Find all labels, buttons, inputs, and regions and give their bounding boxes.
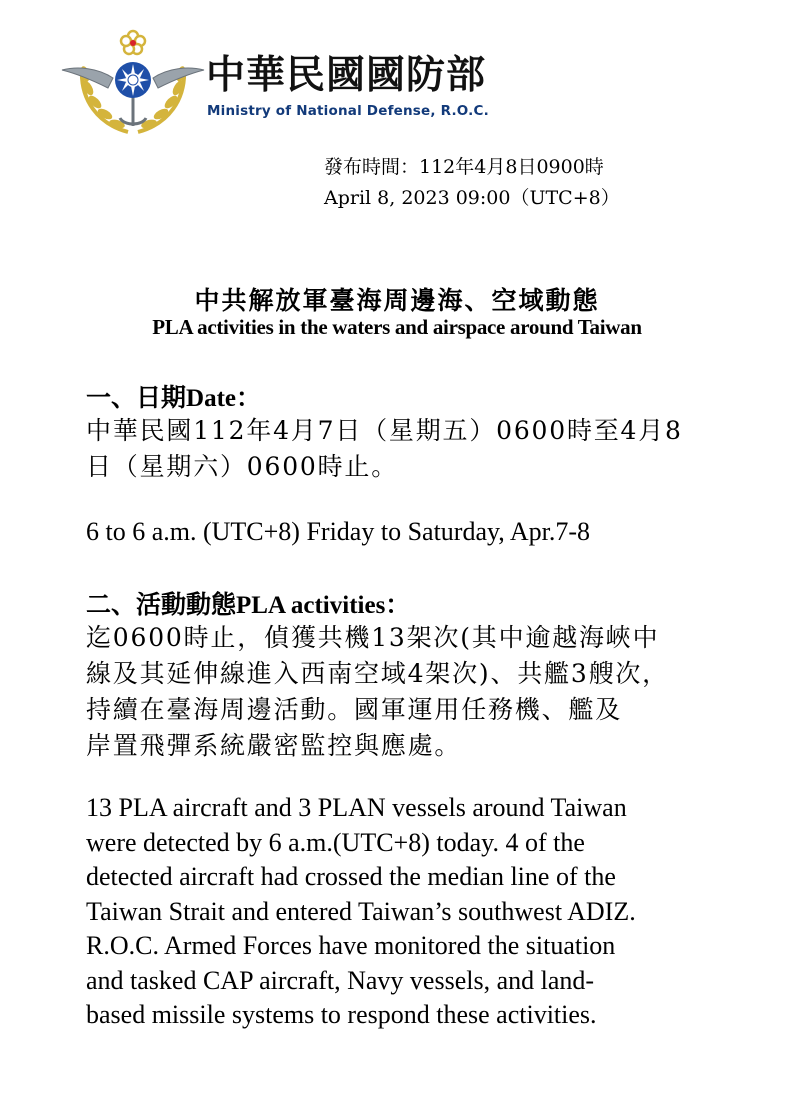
section-activities-en-line: R.O.C. Armed Forces have monitored the situation: [86, 931, 616, 960]
section-activities-heading-zh: 二、活動動態: [86, 590, 237, 619]
section-activities-zh-line: 持續在臺海周邊活動。國軍運用任務機、艦及: [86, 695, 623, 724]
section-date-heading-en: Date: [186, 385, 236, 412]
ministry-name-chinese: 中華民國國防部: [206, 53, 487, 98]
section-activities-zh-line: 岸置飛彈系統嚴密監控與應處。: [86, 731, 462, 760]
release-time: [324, 152, 620, 214]
section-activities-chinese-text: [86, 620, 776, 764]
section-activities-en-line: and tasked CAP aircraft, Navy vessels, and land-: [86, 965, 595, 995]
section-activities-en-line: Taiwan Strait and entered Taiwan’s southwest ADIZ.: [86, 896, 636, 926]
section-activities-en-line: 13 PLA aircraft and 3 PLAN vessels around Taiwan: [86, 793, 627, 822]
section-date-heading-colon: ：: [236, 383, 262, 412]
document-title-english: PLA activities in the waters and airspace around Taiwan: [152, 315, 642, 339]
section-date-zh-line: 日（星期六）0600時止。: [86, 452, 399, 481]
section-activities-en-line: detected aircraft had crossed the median line of the: [86, 862, 616, 891]
ministry-emblem-logo: [58, 28, 208, 140]
section-activities-en-line: based missile systems to respond these activities.: [86, 1000, 597, 1029]
section-activities-zh-line: 迄0600時止，偵獲共機13架次(其中逾越海峽中: [86, 623, 660, 652]
section-activities-heading-en: PLA activities: [236, 592, 386, 619]
section-activities-en-line: were detected by 6 a.m.(UTC+8) today. 4 of the: [86, 827, 585, 857]
section-date-english-text: 6 to 6 a.m. (UTC+8) Friday to Saturday, Apr.7-8: [86, 517, 591, 546]
section-date-zh-line: 中華民國112年4月7日（星期五）0600時至4月8: [86, 416, 683, 445]
section-date-chinese-text: [86, 413, 776, 485]
section-activities-heading-colon: ：: [385, 590, 411, 619]
section-activities-heading: [86, 585, 410, 621]
section-activities-zh-line: 線及其延伸線進入西南空域4架次)、共艦3艘次，: [86, 659, 669, 688]
section-date-heading-zh: 一、日期: [86, 383, 187, 412]
section-date-heading: [86, 378, 261, 414]
release-time-chinese: 發布時間：112年4月8日0900時: [324, 156, 604, 178]
section-activities-english-text: [86, 791, 776, 1033]
document-title-chinese: 中共解放軍臺海周邊海、空域動態: [194, 286, 600, 315]
ministry-name-english: Ministry of National Defense, R.O.C.: [207, 103, 489, 119]
release-time-english: April 8, 2023 09:00（UTC+8）: [324, 187, 620, 209]
